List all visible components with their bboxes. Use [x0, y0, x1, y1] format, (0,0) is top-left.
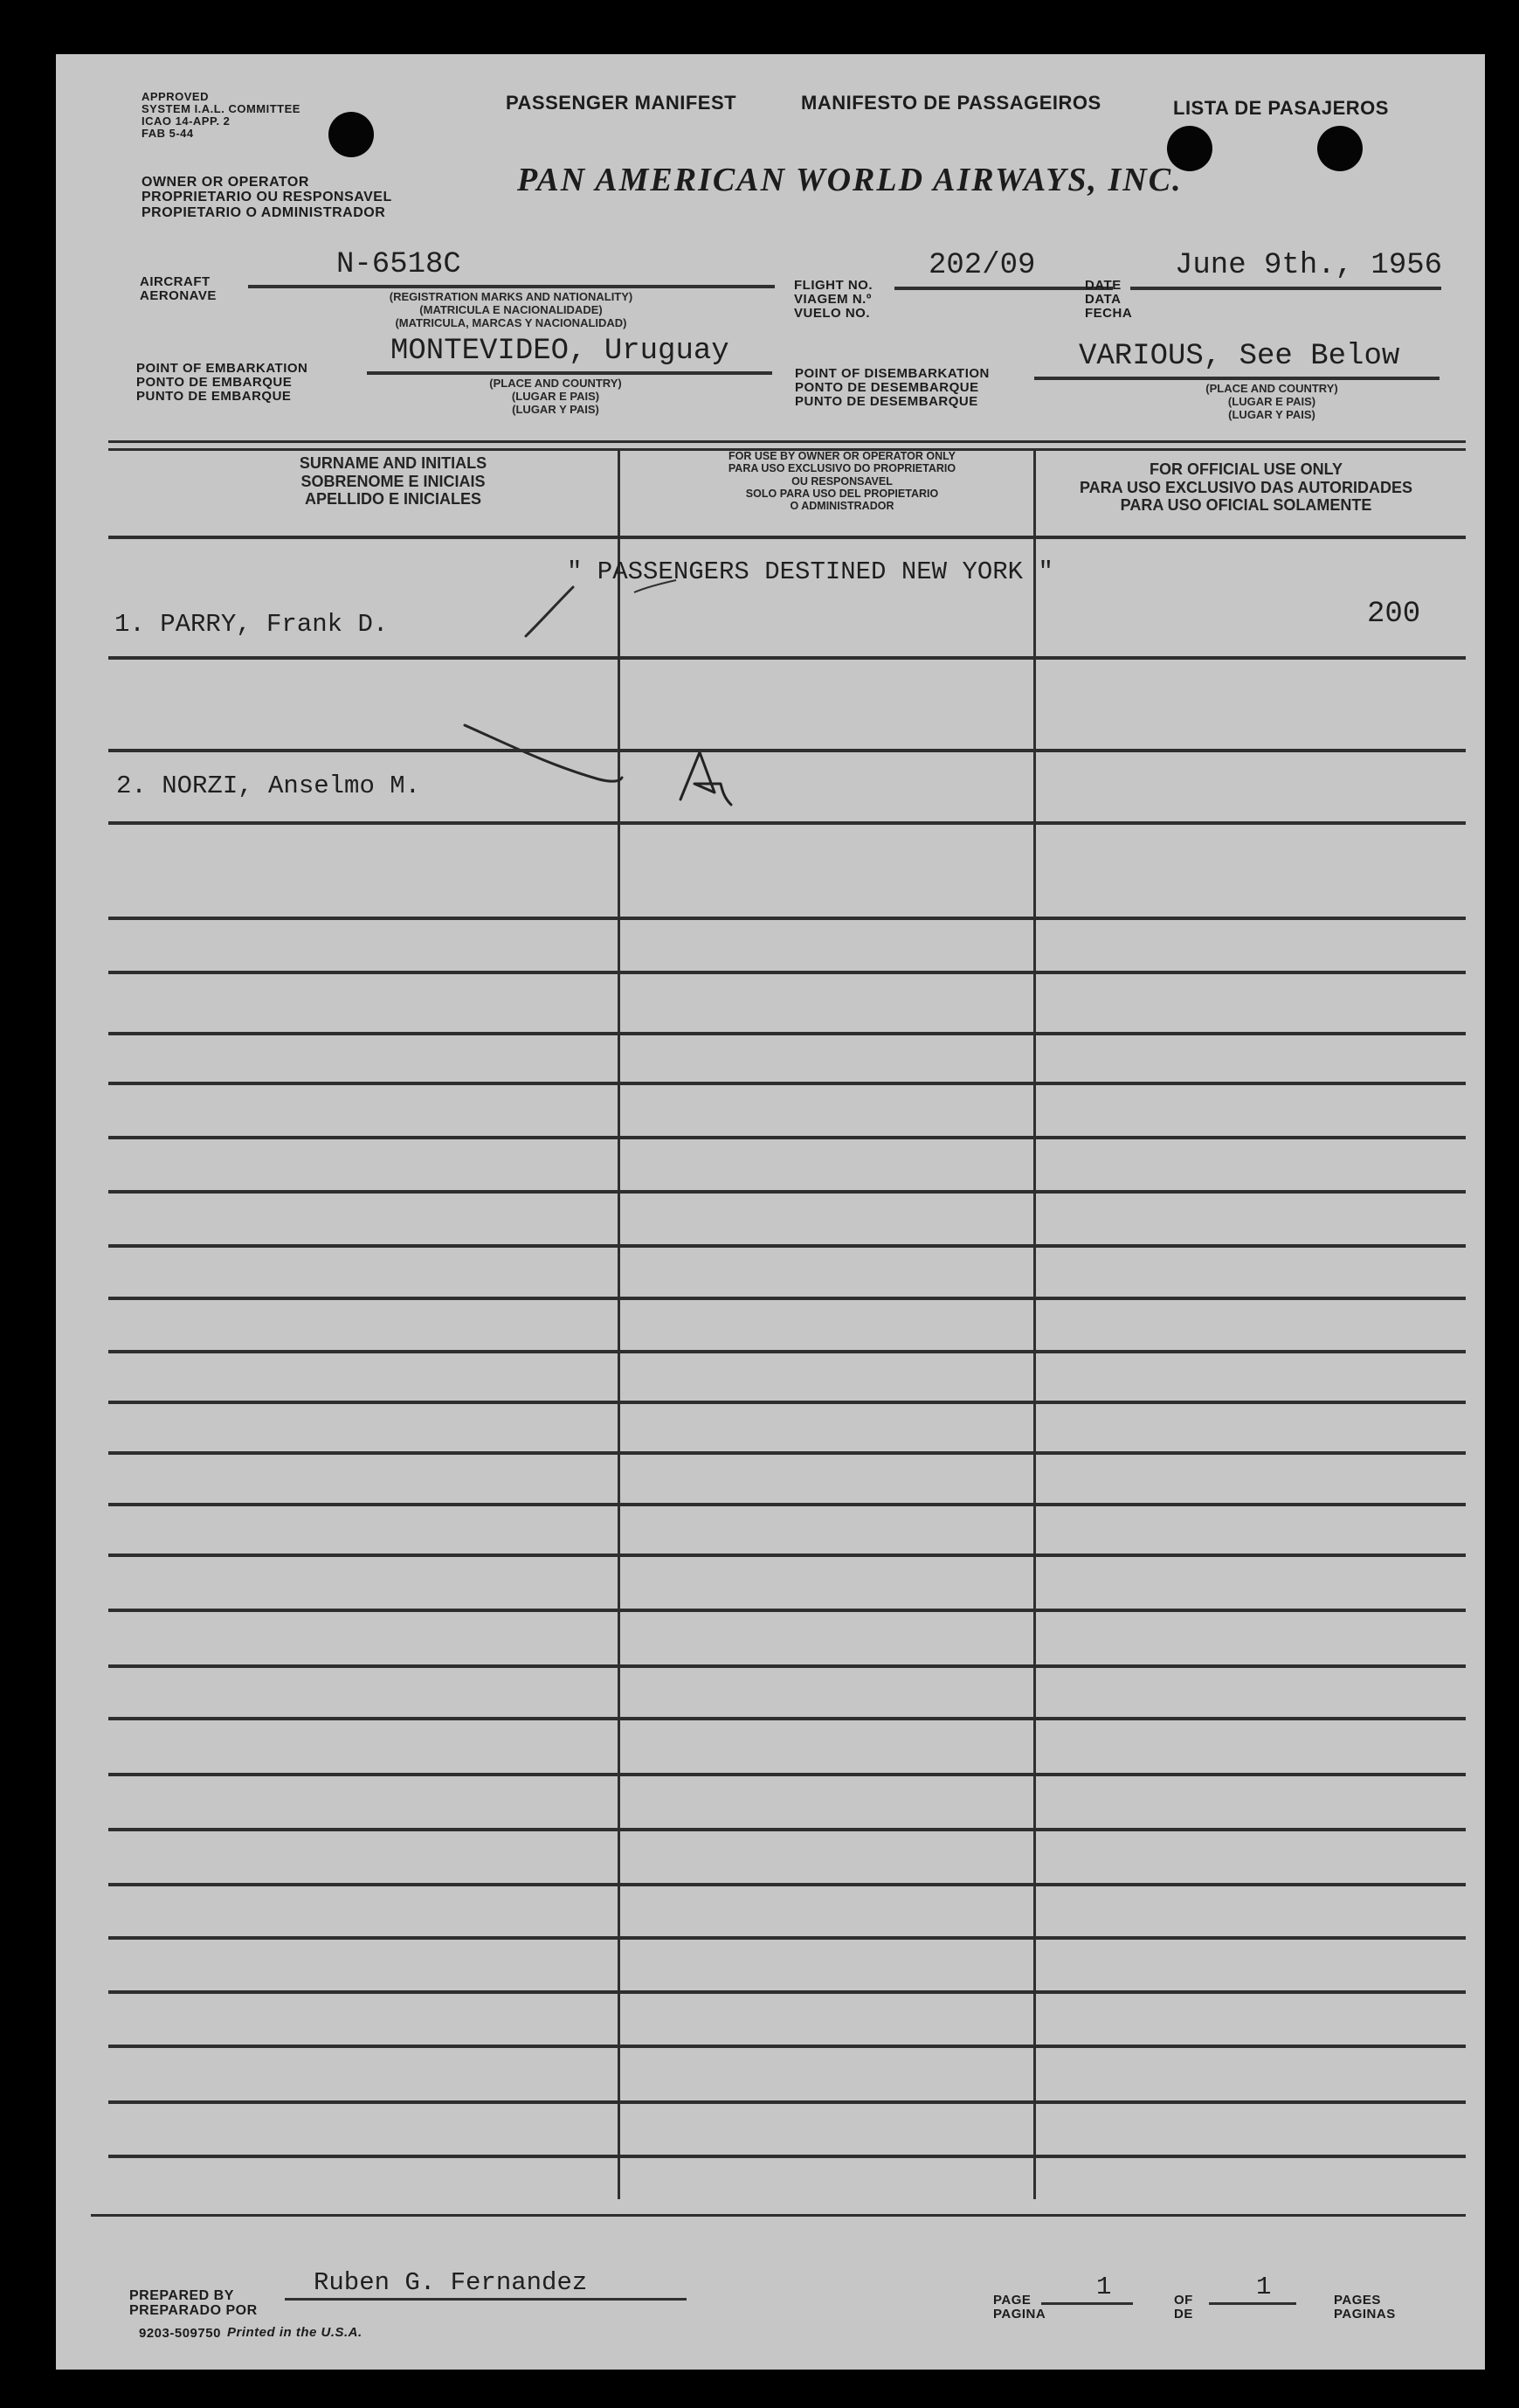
manifest-row-line	[108, 1936, 1466, 1940]
manifest-row-line	[108, 1082, 1466, 1085]
embarkation-caption: (PLACE AND COUNTRY) (LUGAR E PAIS) (LUGAR Y PAIS)	[489, 377, 622, 416]
aircraft-label: AIRCRAFT AERONAVE	[140, 274, 217, 304]
manifest-row-line	[108, 1401, 1466, 1404]
manifest-row-line	[108, 1244, 1466, 1248]
table-header-bottom-rule	[108, 536, 1466, 539]
manifest-row-line	[108, 1190, 1466, 1194]
manifest-row-line	[108, 2155, 1466, 2158]
manifest-row-line	[108, 1297, 1466, 1300]
airline-logo: PAN AMERICAN WORLD AIRWAYS, INC.	[517, 162, 1183, 198]
handwritten-underline-mark	[631, 578, 683, 596]
disembarkation-line	[1034, 377, 1440, 380]
section-note: " PASSENGERS DESTINED NEW YORK "	[567, 557, 1053, 586]
of-label: OF DE	[1174, 2293, 1193, 2322]
manifest-row-line	[108, 1350, 1466, 1353]
printed-note: Printed in the U.S.A.	[227, 2325, 362, 2340]
handwritten-initial-mark	[672, 749, 742, 819]
prepared-by-value: Ruben G. Fernandez	[314, 2268, 588, 2297]
date-label: DATE DATA FECHA	[1085, 278, 1133, 322]
page-label: PAGE PAGINA	[993, 2293, 1046, 2322]
prepared-by-line	[285, 2298, 687, 2301]
manifest-row-line	[108, 2045, 1466, 2048]
embarkation-line	[367, 371, 772, 375]
manifest-row-line	[108, 1828, 1466, 1831]
embarkation-value: MONTEVIDEO, Uruguay	[390, 335, 729, 368]
column-header-name: SURNAME AND INITIALS SOBRENOME E INICIAIS APELLIDO E INICIALES	[299, 454, 487, 509]
manifest-row-line	[108, 1503, 1466, 1506]
disembarkation-value: VARIOUS, See Below	[1079, 340, 1400, 373]
of-line	[1209, 2302, 1296, 2305]
aircraft-value: N-6518C	[336, 248, 461, 281]
date-value: June 9th., 1956	[1175, 249, 1443, 282]
manifest-row-line	[108, 1717, 1466, 1720]
punch-hole	[328, 112, 374, 157]
manifest-row-line	[108, 917, 1466, 920]
manifest-row-line	[108, 1136, 1466, 1139]
manifest-row-line	[108, 1553, 1466, 1557]
pages-label: PAGES PAGINAS	[1334, 2293, 1396, 2322]
page-value: 1	[1096, 2273, 1112, 2301]
date-line	[1130, 287, 1441, 290]
handwritten-check-mark	[522, 584, 592, 645]
manifest-row-line	[108, 749, 1466, 752]
table-bottom-rule	[91, 2214, 1466, 2217]
flight-label: FLIGHT NO. VIAGEM N.º VUELO NO.	[794, 278, 873, 322]
manifest-row-line	[108, 1664, 1466, 1668]
flight-value: 202/09	[929, 249, 1036, 282]
owner-label: OWNER OR OPERATOR PROPRIETARIO OU RESPONSAVEL PROPIETARIO O ADMINISTRADOR	[142, 175, 392, 220]
manifest-paper	[56, 54, 1485, 2370]
disembarkation-caption: (PLACE AND COUNTRY) (LUGAR E PAIS) (LUGAR Y PAIS)	[1205, 382, 1338, 421]
flight-line	[894, 287, 1113, 290]
aircraft-line	[248, 285, 775, 288]
manifest-title-portuguese: MANIFESTO DE PASSAGEIROS	[801, 92, 1101, 114]
manifest-row-line	[108, 1773, 1466, 1776]
punch-hole	[1317, 126, 1363, 171]
manifest-row-line	[108, 1883, 1466, 1886]
manifest-row-line	[108, 1990, 1466, 1994]
disembarkation-label: POINT OF DISEMBARKATION PONTO DE DESEMBARQUE PUNTO DE DESEMBARQUE	[795, 366, 990, 410]
handwritten-check-mark	[459, 718, 625, 797]
page-line	[1041, 2302, 1133, 2305]
passenger-row-1-official: 200	[1367, 598, 1421, 631]
manifest-title: PASSENGER MANIFEST	[506, 92, 737, 114]
column-header-official: FOR OFFICIAL USE ONLY PARA USO EXCLUSIVO DAS AUTORIDADES PARA USO OFICIAL SOLAMENTE	[1079, 460, 1413, 515]
approval-block: APPROVED SYSTEM I.A.L. COMMITTEE ICAO 14-APP. 2 FAB 5-44	[142, 90, 300, 141]
manifest-row-line	[108, 656, 1466, 660]
manifest-row-line	[108, 821, 1466, 825]
manifest-row-line	[108, 2100, 1466, 2104]
passenger-row-2-name: 2. NORZI, Anselmo M.	[116, 772, 421, 800]
prepared-by-label: PREPARED BY PREPARADO POR	[129, 2288, 258, 2319]
embarkation-label: POINT OF EMBARKATION PONTO DE EMBARQUE PUNTO DE EMBARQUE	[136, 361, 308, 405]
manifest-row-line	[108, 1451, 1466, 1455]
manifest-title-spanish: LISTA DE PASAJEROS	[1173, 97, 1389, 119]
passenger-row-1-name: 1. PARRY, Frank D.	[114, 610, 389, 639]
manifest-row-line	[108, 1032, 1466, 1035]
form-number: 9203-509750	[139, 2326, 221, 2341]
manifest-row-line	[108, 971, 1466, 974]
manifest-row-line	[108, 1609, 1466, 1612]
of-value: 1	[1256, 2273, 1272, 2301]
aircraft-caption: (REGISTRATION MARKS AND NATIONALITY) (MATRICULA E NACIONALIDADE) (MATRICULA, MARCAS Y NACIONALIDAD)	[389, 290, 633, 329]
column-header-operator: FOR USE BY OWNER OR OPERATOR ONLY PARA USO EXCLUSIVO DO PROPRIETARIO OU RESPONSAVEL SOLO PARA USO DEL PROPIETARIO O ADMINISTRADOR	[728, 450, 956, 512]
